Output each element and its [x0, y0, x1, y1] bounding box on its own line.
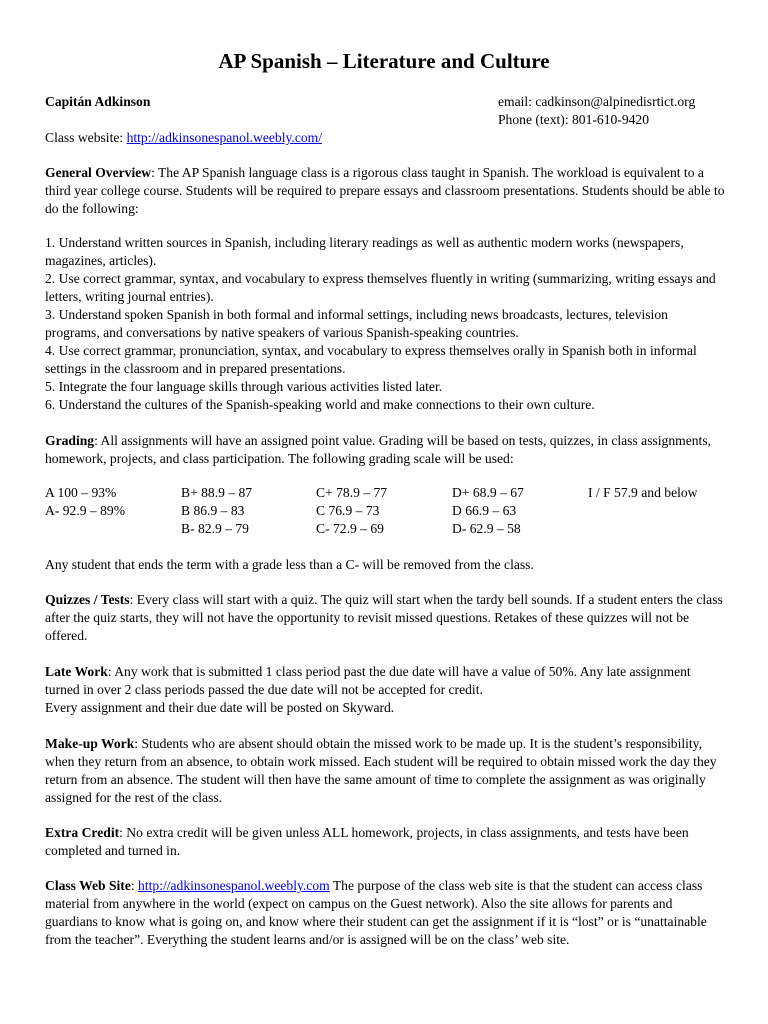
general-overview: [45, 164, 725, 218]
grade-cell: B+ 88.9 – 87: [181, 485, 253, 500]
goal-item: 5. Integrate the four language skills through various activities listed later.: [45, 379, 443, 394]
web-site-heading: Class Web Site: [45, 878, 131, 893]
grade-cell: D- 62.9 – 58: [452, 521, 521, 536]
grade-cell: D+ 68.9 – 67: [452, 485, 524, 500]
web-site-text: The purpose of the class web site is that the student can access class material from anywhere in the world (expect on campus on the Guest network). Also the site allows for parents and guardians to know what is going on, and know where their student can get the assignment if it is “lost” or is “unattainable from the teacher”. Everything the student learns and/or is assigned will be on the class’ web site.: [45, 878, 707, 947]
grade-cell: I / F 57.9 and below: [588, 485, 698, 500]
extra-credit-section: [45, 824, 725, 860]
class-website-line: [45, 129, 322, 147]
grading-section: [45, 432, 725, 468]
grading-note: Any student that ends the term with a grade less than a C- will be removed from the class.: [45, 557, 534, 572]
grade-cell: A- 92.9 – 89%: [45, 503, 126, 518]
web-site-sep: :: [130, 878, 139, 893]
grading-text: : All assignments will have an assigned point value. Grading will be based on tests, quizzes, in class assignments, homework, projects, and class participation. The following grading scale will be used:: [45, 433, 712, 466]
teacher-email: email: cadkinson@alpinedisrtict.org: [498, 94, 696, 109]
late-work-text: : Any work that is submitted 1 class period past the due date will have a value of 50%. Any late assignment turned in over 2 class periods passed the due date will not be accepted for credit.: [45, 664, 691, 697]
class-website-link[interactable]: http://adkinsonespanol.weebly.com/: [126, 130, 322, 145]
grade-cell: B- 82.9 – 79: [181, 521, 249, 536]
grade-cell: D 66.9 – 63: [452, 503, 517, 518]
makeup-section: [45, 735, 725, 807]
extra-credit-text: : No extra credit will be given unless ALL homework, projects, in class assignments, and tests have been completed and turned in.: [45, 825, 689, 858]
general-overview-text: : The AP Spanish language class is a rigorous class taught in Spanish. The workload is equivalent to a third year college course. Students will be required to prepare essays and classroom presentations. Students should be able to do the following:: [45, 165, 725, 216]
grade-scale-row: [45, 502, 745, 520]
quizzes-text: : Every class will start with a quiz. The quiz will start when the tardy bell sounds. If a student enters the class after the quiz starts, they will not have the opportunity to revisit missed questions. Retakes of these quizzes will not be offered.: [45, 592, 723, 643]
late-work-note: Every assignment and their due date will be posted on Skyward.: [45, 700, 395, 715]
goal-item: 2. Use correct grammar, syntax, and vocabulary to express themselves fluently in writing (summarizing, writing essays and letters, writing journal entries).: [45, 271, 716, 304]
grade-scale-row: [45, 484, 745, 502]
grading-heading: Grading: [45, 433, 95, 448]
goal-item: 4. Use correct grammar, pronunciation, syntax, and vocabulary to express themselves orally in Spanish both in informal settings in the classroom and in prepared presentations.: [45, 343, 697, 376]
quizzes-section: [45, 591, 725, 645]
grade-scale-row: [45, 520, 745, 538]
grade-cell: C- 72.9 – 69: [316, 521, 384, 536]
grade-cell: C 76.9 – 73: [316, 503, 380, 518]
document-title: AP Spanish – Literature and Culture: [218, 49, 550, 73]
web-site-link[interactable]: http://adkinsonespanol.weebly.com: [138, 878, 330, 893]
late-work-heading: Late Work: [45, 664, 108, 679]
makeup-heading: Make-up Work: [45, 736, 135, 751]
web-site-section: [45, 877, 725, 949]
goal-item: 1. Understand written sources in Spanish, including literary readings as well as authentic modern works (newspapers, magazines, articles).: [45, 235, 684, 268]
late-work-section: [45, 663, 725, 699]
grade-cell: A 100 – 93%: [45, 485, 117, 500]
teacher-phone: Phone (text): 801-610-9420: [498, 112, 650, 127]
goal-item: 6. Understand the cultures of the Spanish-speaking world and make connections to their own culture.: [45, 397, 595, 412]
grade-cell: B 86.9 – 83: [181, 503, 245, 518]
teacher-name: Capitán Adkinson: [45, 94, 151, 109]
quizzes-heading: Quizzes / Tests: [45, 592, 130, 607]
general-overview-heading: General Overview: [45, 165, 152, 180]
goal-item: 3. Understand spoken Spanish in both formal and informal settings, including news broadcasts, lectures, television programs, and conversations by native speakers of various Spanish-speaking countries.: [45, 307, 668, 340]
makeup-text: : Students who are absent should obtain the missed work to be made up. It is the student’s responsibility, when they return from an absence, to obtain work missed. Each student will be required to obtain missed work the day they return from an absence. The student will then have the same amount of time to complete the assignment as was originally assigned for the rest of the class.: [45, 736, 717, 805]
extra-credit-heading: Extra Credit: [45, 825, 120, 840]
grade-cell: C+ 78.9 – 77: [316, 485, 388, 500]
class-website-label: Class website:: [45, 130, 127, 145]
